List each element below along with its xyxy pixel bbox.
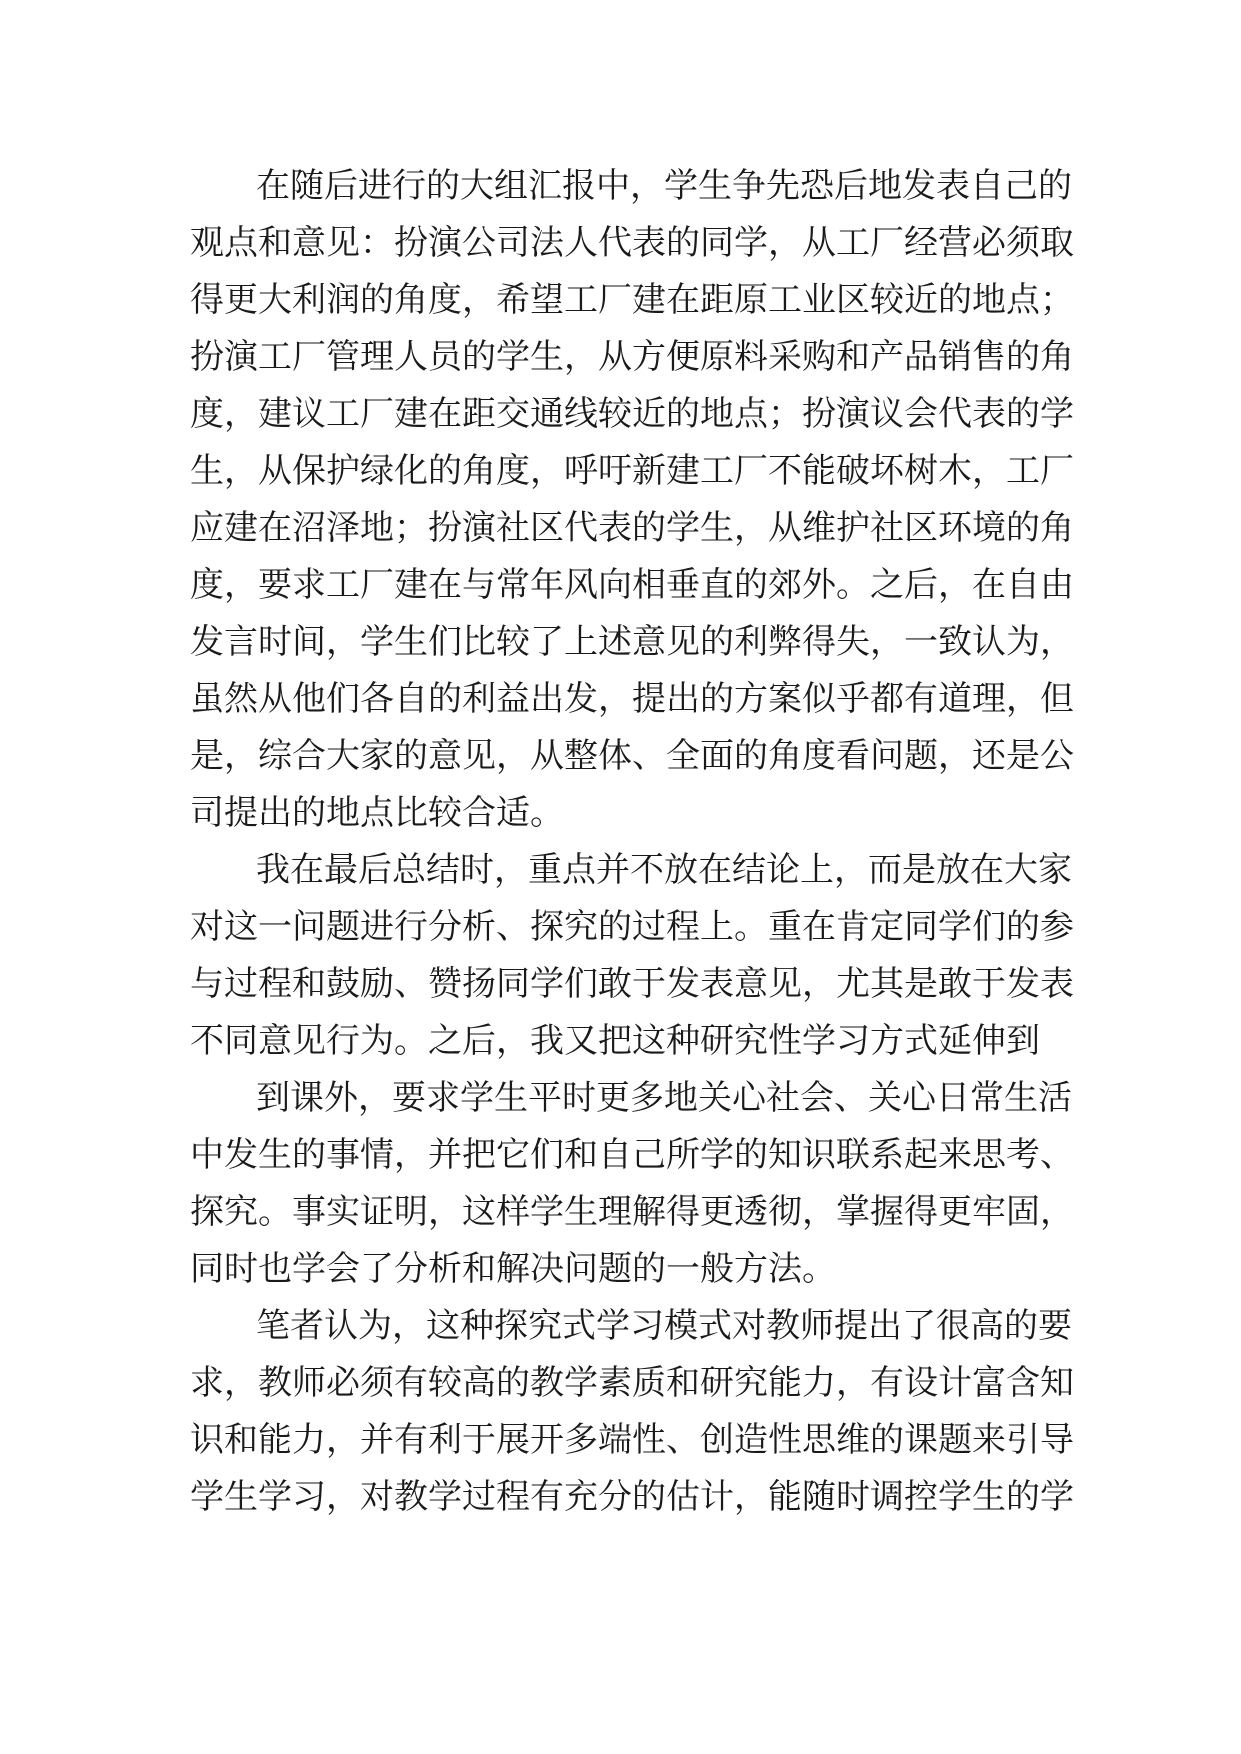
paragraph-line: 笔者认为，这种探究式学习模式对教师提出了很高的要 bbox=[256, 1306, 1072, 1346]
paragraph-line: 应建在沼泽地；扮演社区代表的学生，从维护社区环境的角 bbox=[190, 508, 1074, 548]
paragraph-line: 我在最后总结时，重点并不放在结论上，而是放在大家 bbox=[256, 850, 1072, 890]
document-body bbox=[190, 158, 1074, 1526]
paragraph-line: 司提出的地点比较合适。 bbox=[190, 793, 564, 833]
paragraph-line: 探究。事实证明，这样学生理解得更透彻，掌握得更牢固， bbox=[190, 1192, 1074, 1232]
paragraph-group-extension bbox=[190, 1070, 1074, 1298]
paragraph-group-reporting bbox=[190, 158, 1074, 842]
paragraph-line: 不同意见行为。之后，我又把这种研究性学习方式延伸到 bbox=[190, 1021, 1040, 1061]
paragraph-line: 中发生的事情，并把它们和自己所学的知识联系起来思考、 bbox=[190, 1135, 1074, 1175]
paragraph-line: 观点和意见：扮演公司法人代表的同学，从工厂经营必须取 bbox=[190, 223, 1074, 263]
paragraph-line: 扮演工厂管理人员的学生，从方便原料采购和产品销售的角 bbox=[190, 337, 1074, 377]
paragraph-line: 是，综合大家的意见，从整体、全面的角度看问题，还是公 bbox=[190, 736, 1074, 776]
paragraph-line: 度，建议工厂建在距交通线较近的地点；扮演议会代表的学 bbox=[190, 394, 1074, 434]
paragraph-line: 发言时间，学生们比较了上述意见的利弊得失，一致认为， bbox=[190, 622, 1074, 662]
paragraph-line: 生，从保护绿化的角度，呼吁新建工厂不能破坏树木，工厂 bbox=[190, 451, 1074, 491]
paragraph-line: 对这一问题进行分析、探究的过程上。重在肯定同学们的参 bbox=[190, 907, 1074, 947]
paragraph-line: 求，教师必须有较高的教学素质和研究能力，有设计富含知 bbox=[190, 1363, 1074, 1403]
paragraph-line: 得更大利润的角度，希望工厂建在距原工业区较近的地点； bbox=[190, 280, 1074, 320]
paragraph-line: 度，要求工厂建在与常年风向相垂直的郊外。之后，在自由 bbox=[190, 565, 1074, 605]
paragraph-group-conclusion bbox=[190, 1298, 1074, 1526]
paragraph-line: 识和能力，并有利于展开多端性、创造性思维的课题来引导 bbox=[190, 1420, 1074, 1460]
paragraph-line: 虽然从他们各自的利益出发，提出的方案似乎都有道理，但 bbox=[190, 679, 1074, 719]
paragraph-line: 同时也学会了分析和解决问题的一般方法。 bbox=[190, 1249, 836, 1289]
paragraph-line: 学生学习，对教学过程有充分的估计，能随时调控学生的学 bbox=[190, 1477, 1074, 1517]
paragraph-line: 与过程和鼓励、赞扬同学们敢于发表意见，尤其是敢于发表 bbox=[190, 964, 1074, 1004]
paragraph-group-summary bbox=[190, 842, 1074, 1070]
paragraph-line: 在随后进行的大组汇报中，学生争先恐后地发表自己的 bbox=[256, 166, 1072, 206]
paragraph-line: 到课外，要求学生平时更多地关心社会、关心日常生活 bbox=[256, 1078, 1072, 1118]
